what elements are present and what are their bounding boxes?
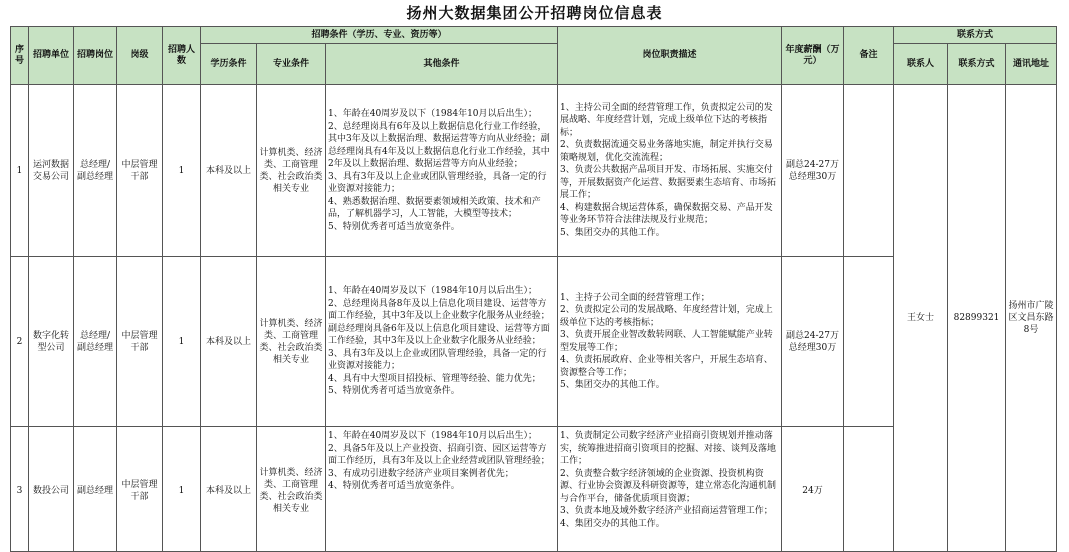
duty-item: 4、构建数据合规运营体系，确保数据交易、产品开发等业务环节符合法律法规及行业规范； (560, 202, 773, 226)
condition-item: 4、具有中大型项目招投标、管理等经验、能力优先； (328, 373, 541, 384)
header-remarks: 备注 (844, 27, 894, 85)
header-level: 岗级 (117, 27, 163, 85)
row-duties (558, 257, 782, 427)
header-education: 学历条件 (201, 44, 257, 85)
row-education: 本科及以上 (201, 257, 257, 427)
header-contact-phone: 联系方式 (948, 44, 1006, 85)
row-remarks (844, 427, 894, 552)
row-seq: 3 (11, 427, 29, 552)
page-title: 扬州大数据集团公开招聘岗位信息表 (406, 4, 663, 22)
row-level: 中层管理干部 (117, 85, 163, 257)
row-conditions (326, 427, 558, 552)
condition-item: 1、年龄在40周岁及以下（1984年10月以后出生）； (328, 286, 538, 297)
duty-item: 3、负责本地及域外数字经济产业招商运营管理工作； (560, 506, 773, 516)
duty-item: 3、负责开展企业智改数转网联、人工智能赋能产业转型发展等工作； (560, 330, 773, 353)
condition-item: 4、特别优秀者可适当放宽条件。 (328, 481, 460, 491)
condition-item: 2、总经理岗具有6年及以上数据信息化行业工作经验，其中3年及以上数据治理、数据运营等方向从业经验；副总经理岗具有4年及以上数据信息化行业工作经验，其中2年及以上数据治理、数据运营等方向从业经验； (328, 121, 550, 169)
recruitment-table (10, 26, 1057, 552)
row-position: 总经理/副总经理 (74, 85, 117, 257)
condition-item: 3、具有3年及以上企业或团队管理经验，具备一定的行业资源对接能力； (328, 348, 547, 372)
duty-item: 3、负责公共数据产品项目开发、市场拓展、实施交付等，开展数据资产化运营、数据要素生态培育、市场拓展工作； (560, 165, 777, 201)
row-remarks (844, 257, 894, 427)
header-other: 其他条件 (326, 44, 558, 85)
header-duties: 岗位职责描述 (558, 27, 782, 85)
row-count: 1 (163, 257, 201, 427)
duty-item: 5、集团交办的其他工作。 (560, 380, 665, 390)
duty-item: 1、负责制定公司数字经济产业招商引资规划并推动落实，统筹推进招商引资项目的挖掘、对接、谈判及落地工作； (560, 431, 777, 466)
row-salary: 24万 (782, 427, 844, 552)
contact-phone: 82899321 (948, 85, 1006, 552)
row-seq: 2 (11, 257, 29, 427)
duty-item: 2、负责整合数字经济领域的企业资源、投资机构资源、行业协会资源及科研资源等，建立常态化沟通机制与合作平台，储备优质项目资源； (560, 468, 777, 504)
table-row (11, 85, 1057, 257)
row-level: 中层管理干部 (117, 427, 163, 552)
header-contact-person: 联系人 (894, 44, 948, 85)
condition-item: 2、具备5年及以上产业投资、招商引资、园区运营等方面工作经历，具有3年及以上企业经营或团队管理经验； (328, 443, 550, 466)
header-salary: 年度薪酬（万元） (782, 27, 844, 85)
row-position: 副总经理 (74, 427, 117, 552)
header-unit: 招聘单位 (29, 27, 74, 85)
row-salary: 副总24-27万 总经理30万 (782, 257, 844, 427)
row-conditions (326, 257, 558, 427)
header-conditions-group: 招聘条件（学历、专业、资历等） (201, 27, 558, 44)
row-duties (558, 85, 782, 257)
duty-item: 4、集团交办的其他工作。 (560, 518, 665, 529)
row-conditions (326, 85, 558, 257)
contact-person: 王女士 (894, 85, 948, 552)
row-education: 本科及以上 (201, 85, 257, 257)
condition-item: 3、具有3年及以上企业或团队管理经验，具备一定的行业资源对接能力； (328, 171, 547, 194)
condition-item: 5、特别优秀者可适当放宽条件。 (328, 221, 460, 232)
row-remarks (844, 85, 894, 257)
row-major: 计算机类、经济类、工商管理类、社会政治类相关专业 (257, 427, 326, 552)
row-education: 本科及以上 (201, 427, 257, 552)
row-major: 计算机类、经济类、工商管理类、社会政治类相关专业 (257, 85, 326, 257)
header-contact-group: 联系方式 (894, 27, 1057, 44)
header-seq: 序号 (11, 27, 29, 85)
row-count: 1 (163, 85, 201, 257)
row-major: 计算机类、经济类、工商管理类、社会政治类相关专业 (257, 257, 326, 427)
duty-item: 4、负责拓展政府、企业等相关客户，开展生态培育、资源整合等工作； (560, 355, 773, 378)
condition-item: 3、有成功引进数字经济产业项目案例者优先； (328, 468, 514, 479)
condition-item: 1、年龄在40周岁及以下（1984年10月以后出生）； (328, 109, 538, 119)
contact-address: 扬州市广陵区文昌东路8号 (1006, 85, 1057, 552)
row-level: 中层管理干部 (117, 257, 163, 427)
header-count: 招聘人数 (163, 27, 201, 85)
duty-item: 1、主持公司全面的经营管理工作，负责拟定公司的发展战略、年度经营计划，完成上级单位下达的考核指标； (560, 102, 773, 138)
row-count: 1 (163, 427, 201, 552)
row-unit: 数投公司 (29, 427, 74, 552)
row-unit: 运河数据交易公司 (29, 85, 74, 257)
row-position: 总经理/副总经理 (74, 257, 117, 427)
condition-item: 4、熟悉数据治理、数据要素领域相关政策、技术和产品，了解机器学习，人工智能，大模型等技术； (328, 196, 541, 219)
duty-item: 2、负责数据流通交易业务落地实施，制定并执行交易策略规划，优化交流流程； (560, 140, 773, 163)
row-duties (558, 427, 782, 552)
duty-item: 2、负责拟定公司的发展战略、年度经营计划，完成上级单位下达的考核指标； (560, 305, 773, 328)
header-major: 专业条件 (257, 44, 326, 85)
row-unit: 数字化转型公司 (29, 257, 74, 427)
condition-item: 5、特别优秀者可适当放宽条件。 (328, 386, 460, 397)
row-salary: 副总24-27万 总经理30万 (782, 85, 844, 257)
header-position: 招聘岗位 (74, 27, 117, 85)
duty-item: 1、主持子公司全面的经营管理工作； (560, 292, 710, 303)
row-seq: 1 (11, 85, 29, 257)
duty-item: 5、集团交办的其他工作。 (560, 227, 665, 238)
header-address: 通讯地址 (1006, 44, 1057, 85)
condition-item: 1、年龄在40周岁及以下（1984年10月以后出生）； (328, 431, 538, 441)
condition-item: 2、总经理岗具备8年及以上信息化项目建设、运营等方面工作经验，其中3年及以上企业数字化服务从业经验；副总经理岗具备6年及以上信息化项目建设、运营等方面工作经验，其中3年及以上企业数字化服务从业经验； (328, 298, 550, 347)
